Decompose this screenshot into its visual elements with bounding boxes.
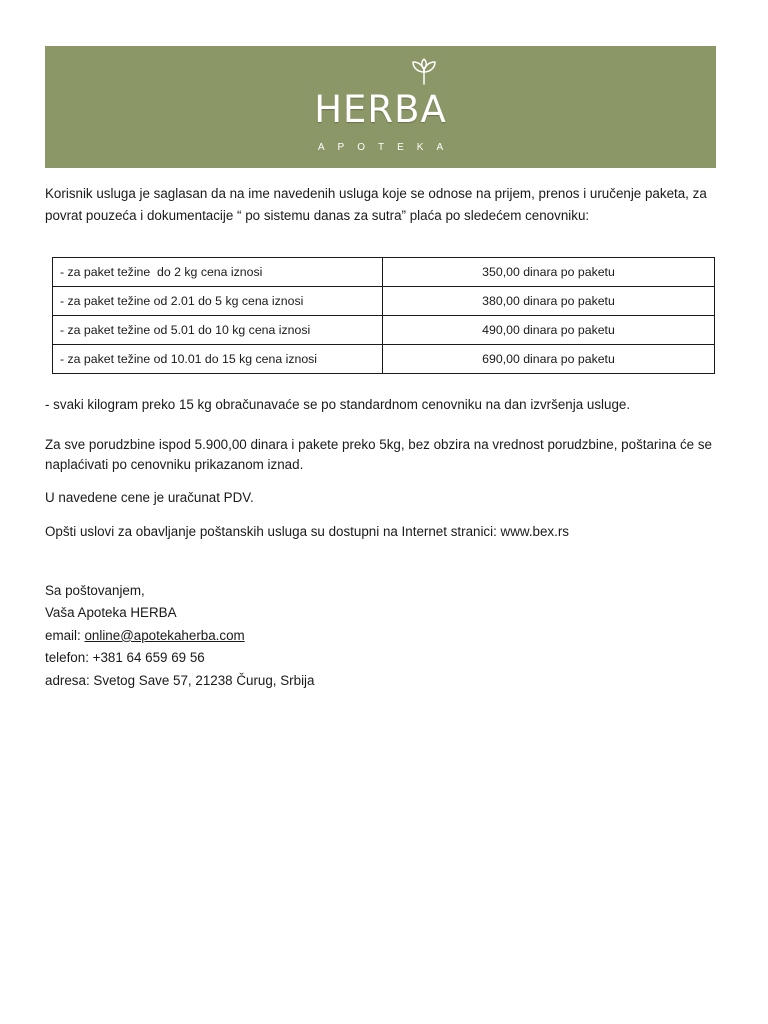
weight-range-cell: - za paket težine od 2.01 do 5 kg cena iznosi <box>53 287 383 316</box>
email-label: email: <box>45 627 85 643</box>
price-table <box>52 257 715 374</box>
table-row <box>53 287 715 316</box>
intro-paragraph: Korisnik usluga je saglasan da na ime navedenih usluga koje se odnose na prijem, prenos i uručenje paketa, za povrat pouzeća i dokumentacije “ po sistemu danas za sutra” plaća po sledećem cenovniku: <box>45 186 707 223</box>
brand-name: HERBA <box>314 88 447 131</box>
email-line <box>45 625 314 647</box>
signature-block <box>45 580 314 692</box>
extra-kg-note: - svaki kilogram preko 15 kg obračunavaće se po standardnom cenovniku na dan izvršenja usluge. <box>45 397 631 412</box>
phone-line: telefon: +381 64 659 69 56 <box>45 650 205 666</box>
weight-range-cell: - za paket težine od 10.01 do 15 kg cena iznosi <box>53 345 383 374</box>
table-row <box>53 345 715 374</box>
price-cell: 350,00 dinara po paketu <box>383 258 715 287</box>
email-link[interactable]: online@apotekaherba.com <box>84 627 245 643</box>
company-name: Vaša Apoteka HERBA <box>45 605 177 621</box>
price-cell: 690,00 dinara po paketu <box>383 345 715 374</box>
price-cell: 380,00 dinara po paketu <box>383 287 715 316</box>
leaf-icon <box>409 57 439 87</box>
table-row <box>53 258 715 287</box>
weight-range-cell: - za paket težine do 2 kg cena iznosi <box>53 258 383 287</box>
brand-subtitle: APOTEKA <box>317 142 457 153</box>
address-line: adresa: Svetog Save 57, 21238 Čurug, Srbija <box>45 672 315 688</box>
greeting: Sa poštovanjem, <box>45 583 145 598</box>
vat-note: U navedene cene je uračunat PDV. <box>45 490 254 505</box>
shipping-note: Za sve porudzbine ispod 5.900,00 dinara i pakete preko 5kg, bez obzira na vrednost porudzbine, poštarina će se naplaćivati po cenovniku prikazanom iznad. <box>45 437 712 472</box>
table-row <box>53 316 715 345</box>
header-banner <box>45 46 716 168</box>
weight-range-cell: - za paket težine od 5.01 do 10 kg cena iznosi <box>53 316 383 345</box>
price-cell: 490,00 dinara po paketu <box>383 316 715 345</box>
terms-note: Opšti uslovi za obavljanje poštanskih usluga su dostupni na Internet stranici: www.bex.rs <box>45 524 569 539</box>
